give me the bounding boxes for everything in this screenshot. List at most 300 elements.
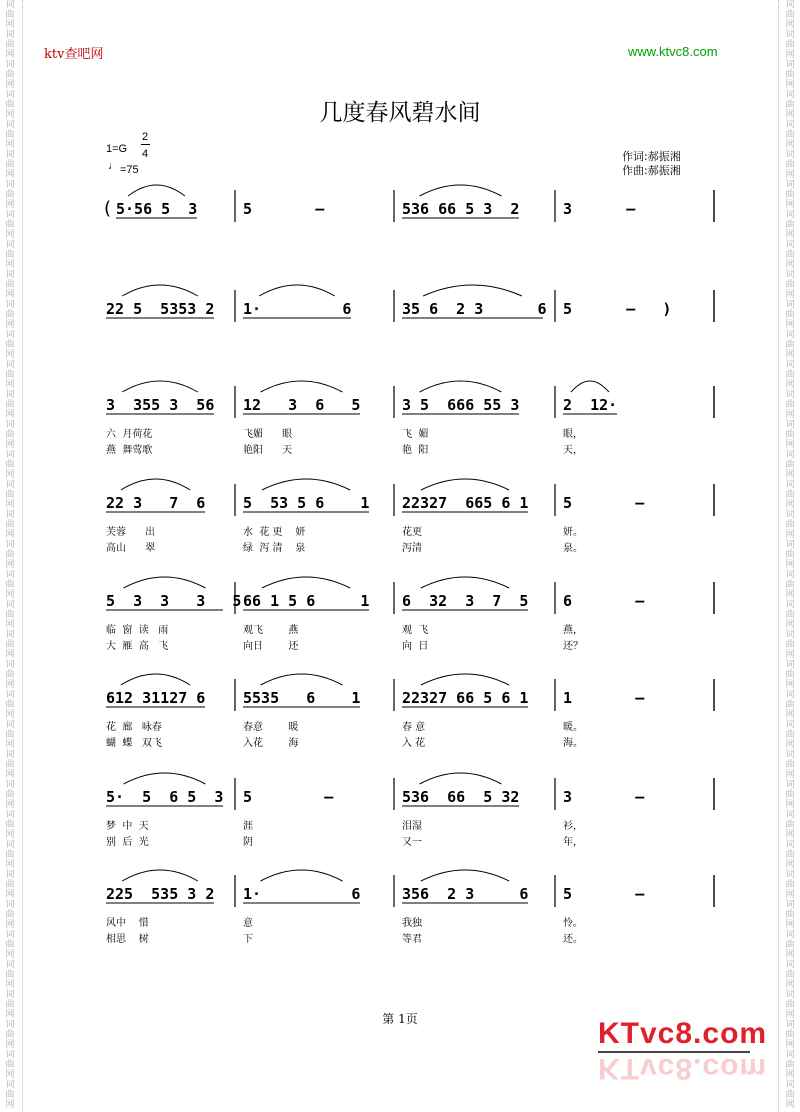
site-url-right[interactable]: www.ktvc8.com	[628, 44, 718, 59]
lyric-line: 年，	[563, 837, 583, 848]
time-signature-bottom: 4	[142, 148, 149, 160]
site-name-left[interactable]: ktv查吧网	[44, 47, 104, 62]
watermark-char: 网	[785, 50, 795, 60]
watermark-char: 曲	[5, 430, 15, 440]
watermark-char: 网	[5, 800, 15, 810]
watermark-char: 曲	[785, 10, 795, 20]
watermark-char: 网	[5, 320, 15, 330]
lyric-line: 又一	[402, 837, 422, 848]
lyric-line: 艳 阳	[402, 445, 429, 456]
lyric-line: 梦 中 天	[106, 821, 149, 832]
watermark-char: 曲	[5, 10, 15, 20]
lyric-line: 暖。	[563, 722, 583, 733]
lyric-line: 花更	[402, 527, 422, 538]
measure-notes: 35 6 2 3 6	[402, 300, 547, 318]
lyric-line: 入 花	[402, 738, 426, 749]
watermark-char: 网	[785, 590, 795, 600]
watermark-char: 网	[785, 290, 795, 300]
watermark-char: 曲	[5, 850, 15, 860]
measure-notes: 6 32 3 7 5	[402, 592, 529, 610]
watermark-char: 词	[5, 180, 15, 190]
measure-notes: 22327 665 6 1	[402, 494, 529, 512]
lyric-line: 飞 媚	[402, 429, 429, 440]
measure-notes: 1· 6	[243, 300, 352, 318]
watermark-char: 曲	[5, 700, 15, 710]
watermark-char: 网	[5, 290, 15, 300]
watermark-char: 曲	[5, 910, 15, 920]
slur-arc	[122, 870, 198, 881]
watermark-char: 词	[785, 780, 795, 790]
watermark-char: 网	[5, 650, 15, 660]
watermark-char: 网	[5, 770, 15, 780]
slur-arc	[423, 285, 522, 296]
watermark-char: 曲	[785, 280, 795, 290]
watermark-char: 词	[5, 840, 15, 850]
slur-arc	[420, 773, 502, 784]
logo-reflection: KTvc8.com	[598, 1052, 768, 1085]
slur-arc	[421, 577, 509, 588]
watermark-char: 词	[785, 390, 795, 400]
measure-notes: 5 –	[243, 788, 334, 806]
watermark-char: 词	[785, 510, 795, 520]
watermark-char: 曲	[785, 190, 795, 200]
slur-arc	[122, 285, 198, 296]
watermark-char: 曲	[5, 160, 15, 170]
watermark-char: 网	[5, 470, 15, 480]
watermark-char: 词	[785, 480, 795, 490]
lyric-line: 泻清	[402, 543, 422, 554]
watermark-char: 词	[5, 900, 15, 910]
watermark-char: 词	[785, 720, 795, 730]
watermark-char: 网	[785, 890, 795, 900]
watermark-char: 曲	[785, 1090, 795, 1100]
key-signature: 1=G	[106, 143, 128, 155]
watermark-char: 曲	[785, 40, 795, 50]
watermark-char: 曲	[5, 730, 15, 740]
watermark-char: 网	[785, 470, 795, 480]
lyric-line: 燕 舞莺歌	[106, 445, 153, 456]
watermark-char: 网	[785, 200, 795, 210]
measure-notes: 5 3 3 3 5	[106, 592, 242, 610]
slur-arc	[261, 381, 343, 392]
lyric-line: 观 飞	[402, 625, 429, 636]
measure-notes: 6 –	[563, 592, 645, 610]
lyric-line: 怜。	[563, 918, 583, 929]
watermark-char: 词	[5, 660, 15, 670]
watermark-char: 词	[785, 900, 795, 910]
slur-arc	[259, 285, 335, 296]
watermark-char: 词	[785, 450, 795, 460]
lyric-line: 等君	[402, 934, 422, 945]
watermark-char: 曲	[5, 820, 15, 830]
watermark-char: 曲	[785, 1030, 795, 1040]
slur-arc	[128, 185, 185, 196]
watermark-char: 词	[785, 750, 795, 760]
watermark-char: 词	[5, 450, 15, 460]
watermark-char: 曲	[5, 490, 15, 500]
watermark-char: 词	[5, 930, 15, 940]
measure-notes: 536 66 5 32	[402, 788, 520, 806]
watermark-char: 词	[5, 60, 15, 70]
watermark-char: 网	[5, 50, 15, 60]
watermark-char: 词	[785, 690, 795, 700]
watermark-char: 词	[5, 600, 15, 610]
watermark-char: 曲	[785, 970, 795, 980]
lyric-line: 风中 惜	[106, 918, 149, 929]
watermark-char: 网	[5, 1070, 15, 1080]
measure-notes: 2 12·	[563, 396, 618, 414]
watermark-char: 网	[785, 260, 795, 270]
slur-arc	[421, 870, 509, 881]
lyricist-credit: 作词:郝振湘	[622, 150, 681, 163]
measure-notes: 612 31127 6	[106, 689, 206, 707]
watermark-char: 曲	[785, 490, 795, 500]
measure-notes: 3 355 3 56	[106, 396, 215, 414]
lyric-line: 向 日	[402, 641, 429, 652]
lyric-line: 下	[243, 934, 253, 945]
watermark-char: 词	[5, 270, 15, 280]
watermark-char: 网	[5, 80, 15, 90]
measure-notes: 12 3 6 5	[243, 396, 361, 414]
watermark-char: 网	[785, 560, 795, 570]
watermark-char: 网	[785, 80, 795, 90]
lyric-line: 阴	[243, 837, 253, 848]
watermark-char: 网	[5, 830, 15, 840]
watermark-char: 曲	[5, 580, 15, 590]
lyric-line: 别 后 光	[106, 837, 149, 848]
watermark-char: 网	[5, 710, 15, 720]
watermark-char: 网	[5, 1040, 15, 1050]
watermark-char: 网	[5, 1100, 15, 1110]
watermark-char: 网	[5, 740, 15, 750]
watermark-char: 词	[5, 150, 15, 160]
watermark-char: 词	[5, 690, 15, 700]
watermark-char: 网	[5, 950, 15, 960]
watermark-char: 网	[5, 200, 15, 210]
lyric-line: 蝴 蝶 双飞	[106, 738, 162, 749]
measure-notes: 22327 66 5 6 1	[402, 689, 529, 707]
watermark-char: 词	[5, 210, 15, 220]
watermark-char: 曲	[785, 310, 795, 320]
watermark-char: 词	[785, 840, 795, 850]
measure-notes: 356 2 3 6	[402, 885, 529, 903]
lyric-line: 花 廊 咏春	[106, 722, 162, 733]
watermark-char: 曲	[785, 700, 795, 710]
watermark-char: 网	[5, 230, 15, 240]
watermark-char: 曲	[5, 310, 15, 320]
lyric-line: 入花 海	[243, 738, 299, 749]
lyric-line: 相思 树	[106, 934, 149, 945]
watermark-char: 曲	[785, 820, 795, 830]
lyric-line: 燕，	[563, 625, 583, 636]
watermark-char: 曲	[5, 760, 15, 770]
watermark-char: 网	[785, 140, 795, 150]
repeat-bracket-open: (	[104, 198, 112, 219]
watermark-char: 网	[785, 740, 795, 750]
watermark-char: 网	[785, 110, 795, 120]
measure-notes: 5·56 5 3	[116, 200, 198, 218]
lyric-line: 向日 还	[243, 641, 299, 652]
lyric-line: 绿 泻 清 泉	[243, 543, 306, 554]
watermark-char: 曲	[5, 190, 15, 200]
watermark-char: 曲	[5, 130, 15, 140]
watermark-char: 网	[785, 440, 795, 450]
watermark-char: 词	[785, 120, 795, 130]
watermark-char: 曲	[5, 100, 15, 110]
measure-notes: 5· 5 6 5 3	[106, 788, 224, 806]
watermark-char: 曲	[785, 760, 795, 770]
watermark-char: 网	[5, 350, 15, 360]
slur-arc	[124, 577, 206, 588]
watermark-char: 曲	[785, 220, 795, 230]
slur-arc	[121, 479, 190, 490]
watermark-char: 词	[5, 480, 15, 490]
watermark-char: 曲	[785, 340, 795, 350]
lyric-line: 涯	[243, 821, 253, 832]
lyric-line: 我独	[402, 918, 422, 929]
watermark-char: 曲	[5, 790, 15, 800]
watermark-char: 网	[5, 890, 15, 900]
watermark-char: 曲	[785, 670, 795, 680]
watermark-char: 网	[5, 110, 15, 120]
watermark-char: 网	[5, 380, 15, 390]
lyric-line: 泪湿	[402, 821, 422, 832]
watermark-char: 曲	[5, 370, 15, 380]
lyric-line: 海。	[563, 738, 583, 749]
measure-notes: 3 5 666 55 3	[402, 396, 520, 414]
watermark-char: 曲	[785, 850, 795, 860]
watermark-char: 曲	[785, 880, 795, 890]
watermark-char: 词	[785, 300, 795, 310]
watermark-char: 网	[5, 980, 15, 990]
watermark-char: 词	[785, 90, 795, 100]
slur-arc	[261, 674, 343, 685]
watermark-char: 曲	[5, 550, 15, 560]
watermark-char: 词	[5, 1050, 15, 1060]
lyric-line: 芙蓉 出	[106, 527, 156, 538]
slur-arc	[420, 381, 502, 392]
slur-arc	[261, 870, 343, 881]
watermark-char: 词	[785, 330, 795, 340]
watermark-char: 网	[5, 440, 15, 450]
watermark-char: 网	[5, 140, 15, 150]
watermark-char: 网	[785, 1010, 795, 1020]
watermark-char: 网	[5, 560, 15, 570]
watermark-char: 网	[785, 950, 795, 960]
watermark-char: 曲	[785, 730, 795, 740]
watermark-char: 曲	[785, 790, 795, 800]
watermark-char: 曲	[5, 1060, 15, 1070]
watermark-char: 曲	[5, 670, 15, 680]
watermark-char: 词	[5, 870, 15, 880]
watermark-char: 曲	[5, 1030, 15, 1040]
watermark-char: 网	[785, 710, 795, 720]
watermark-char: 词	[5, 510, 15, 520]
lyric-line: 眼，	[563, 429, 583, 440]
watermark-char: 词	[785, 360, 795, 370]
watermark-char: 网	[785, 920, 795, 930]
watermark-char: 曲	[5, 70, 15, 80]
watermark-char: 词	[785, 1080, 795, 1090]
lyric-line: 临 窗 读 雨	[106, 625, 169, 636]
watermark-char: 词	[785, 210, 795, 220]
watermark-char: 网	[785, 410, 795, 420]
slur-arc	[421, 479, 509, 490]
watermark-char: 网	[785, 500, 795, 510]
lyric-line: 高山 翠	[106, 543, 156, 554]
quarter-note-icon: ♩	[108, 160, 119, 172]
lyric-line: 泉。	[563, 543, 583, 554]
ktvc8-logo[interactable]	[598, 1017, 768, 1087]
watermark-char: 曲	[785, 70, 795, 80]
watermark-char: 网	[785, 320, 795, 330]
slur-arc	[262, 577, 350, 588]
watermark-char: 曲	[5, 340, 15, 350]
watermark-char: 网	[785, 800, 795, 810]
watermark-char: 网	[5, 410, 15, 420]
watermark-char: 曲	[785, 430, 795, 440]
watermark-char: 曲	[5, 460, 15, 470]
watermark-char: 网	[5, 170, 15, 180]
watermark-char: 词	[5, 300, 15, 310]
measure-notes: 5 – )	[563, 300, 672, 318]
watermark-char: 词	[785, 150, 795, 160]
watermark-char: 词	[785, 270, 795, 280]
watermark-char: 词	[785, 660, 795, 670]
watermark-char: 词	[5, 390, 15, 400]
watermark-char: 网	[785, 350, 795, 360]
watermark-char: 词	[5, 1080, 15, 1090]
watermark-char: 网	[5, 860, 15, 870]
lyric-line: 妍。	[563, 527, 583, 538]
watermark-char: 词	[5, 30, 15, 40]
measure-notes: 22 5 5353 2	[106, 300, 215, 318]
lyric-line: 水 花 更 妍	[243, 527, 306, 538]
watermark-char: 网	[785, 530, 795, 540]
watermark-char: 网	[785, 980, 795, 990]
slur-arc	[124, 773, 206, 784]
watermark-char: 网	[785, 380, 795, 390]
measure-notes: 225 535 3 2	[106, 885, 215, 903]
page-number: 第 1页	[382, 1012, 418, 1026]
watermark-char: 网	[5, 260, 15, 270]
watermark-char: 曲	[5, 520, 15, 530]
watermark-char: 曲	[5, 40, 15, 50]
measure-notes: 5 –	[563, 494, 645, 512]
watermark-char: 曲	[785, 910, 795, 920]
watermark-char: 词	[5, 1020, 15, 1030]
lyric-line: 意	[243, 918, 253, 929]
watermark-char: 曲	[785, 580, 795, 590]
watermark-char: 词	[785, 1020, 795, 1030]
measure-notes: 22 3 7 6	[106, 494, 206, 512]
watermark-char: 网	[785, 770, 795, 780]
watermark-char: 曲	[785, 250, 795, 260]
watermark-char: 词	[785, 960, 795, 970]
watermark-char: 曲	[5, 280, 15, 290]
watermark-char: 词	[5, 420, 15, 430]
watermark-char: 词	[785, 540, 795, 550]
watermark-char: 曲	[5, 640, 15, 650]
watermark-char: 词	[5, 540, 15, 550]
logo-text: KTvc8.com	[598, 1017, 768, 1050]
watermark-char: 曲	[5, 250, 15, 260]
watermark-char: 网	[785, 230, 795, 240]
lyric-line: 大 雁 高 飞	[106, 641, 169, 652]
lyric-line: 衫，	[563, 821, 583, 832]
watermark-char: 词	[5, 570, 15, 580]
watermark-char: 曲	[5, 1090, 15, 1100]
watermark-char: 网	[785, 860, 795, 870]
lyric-line: 春 意	[402, 722, 426, 733]
watermark-char: 曲	[5, 610, 15, 620]
slur-arc	[420, 185, 502, 196]
watermark-char: 词	[5, 960, 15, 970]
slur-arc	[571, 381, 609, 392]
watermark-char: 网	[5, 20, 15, 30]
song-title: 几度春风碧水间	[319, 100, 481, 126]
measure-notes: 5 –	[563, 885, 645, 903]
lyric-line: 六 月荷花	[106, 429, 153, 440]
watermark-char: 曲	[785, 460, 795, 470]
watermark-char: 曲	[5, 940, 15, 950]
lyric-line: 还。	[563, 934, 583, 945]
watermark-char: 曲	[785, 940, 795, 950]
watermark-char: 词	[785, 630, 795, 640]
watermark-char: 词	[5, 0, 15, 10]
slur-arc	[122, 381, 198, 392]
tempo-marking: =75	[120, 164, 139, 176]
watermark-char: 词	[785, 30, 795, 40]
measure-notes: 3 –	[563, 788, 645, 806]
watermark-char: 网	[5, 500, 15, 510]
watermark-char: 词	[785, 600, 795, 610]
slur-arc	[121, 674, 190, 685]
lyric-line: 观飞 燕	[243, 625, 299, 636]
watermark-char: 词	[5, 990, 15, 1000]
measure-notes: 66 1 5 6 1	[243, 592, 370, 610]
watermark-char: 词	[785, 570, 795, 580]
watermark-char: 网	[785, 620, 795, 630]
watermark-char: 网	[5, 530, 15, 540]
watermark-char: 网	[785, 1070, 795, 1080]
watermark-char: 网	[785, 650, 795, 660]
watermark-char: 词	[785, 870, 795, 880]
watermark-char: 词	[5, 750, 15, 760]
watermark-char: 曲	[5, 970, 15, 980]
watermark-char: 曲	[785, 100, 795, 110]
watermark-char: 词	[785, 0, 795, 10]
watermark-char: 词	[785, 1050, 795, 1060]
watermark-char: 曲	[5, 220, 15, 230]
watermark-char: 网	[785, 1100, 795, 1110]
lyric-line: 飞媚 眼	[243, 429, 293, 440]
watermark-char: 词	[5, 810, 15, 820]
watermark-char: 网	[785, 830, 795, 840]
watermark-char: 词	[785, 60, 795, 70]
lyric-line: 艳阳 天	[243, 445, 293, 456]
watermark-char: 曲	[785, 1000, 795, 1010]
measure-notes: 1· 6	[243, 885, 361, 903]
watermark-char: 曲	[785, 130, 795, 140]
watermark-char: 曲	[785, 1060, 795, 1070]
measure-notes: 1 –	[563, 689, 645, 707]
watermark-char: 网	[785, 1040, 795, 1050]
watermark-char: 词	[5, 330, 15, 340]
watermark-char: 词	[5, 720, 15, 730]
watermark-char: 网	[5, 590, 15, 600]
watermark-char: 曲	[785, 400, 795, 410]
